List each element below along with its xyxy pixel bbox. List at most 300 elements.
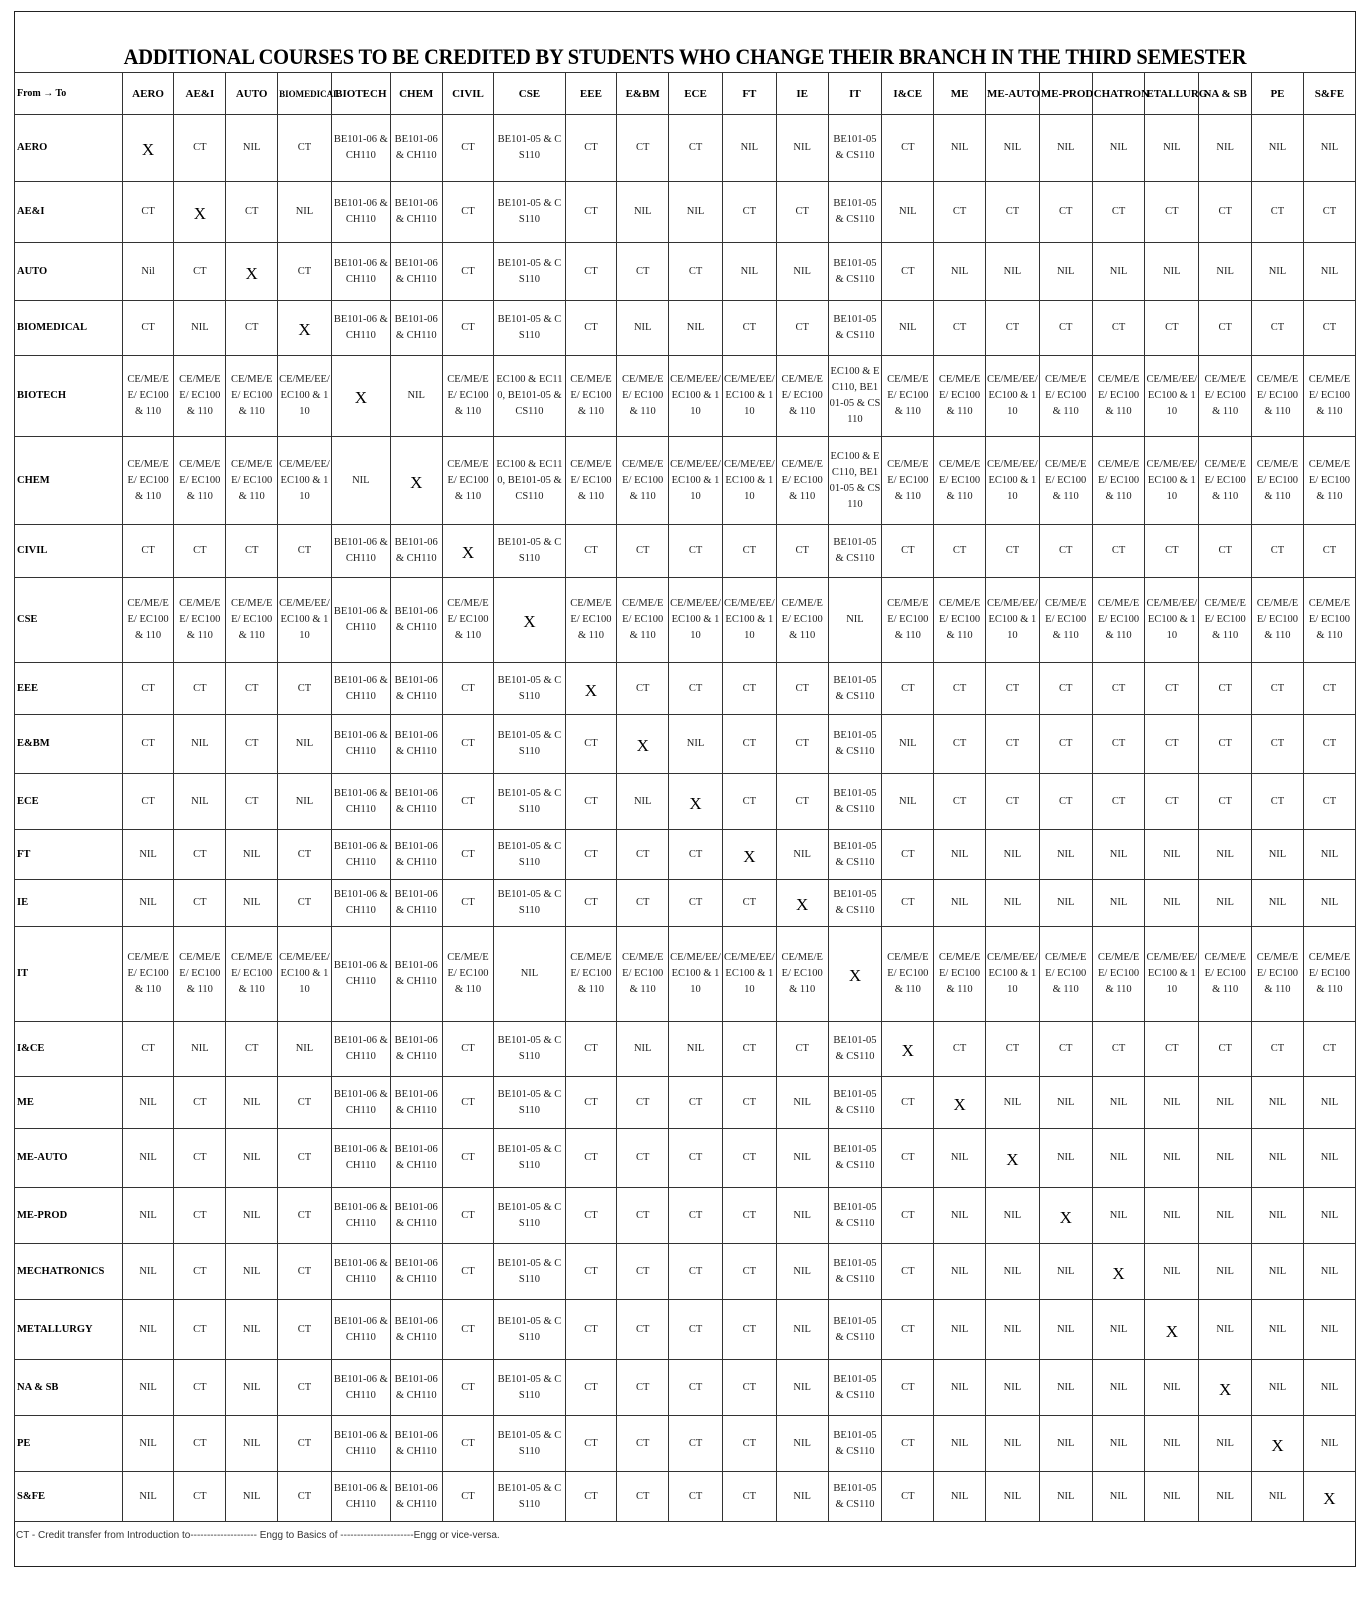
table-cell: BE101-05 & CS110 bbox=[494, 715, 565, 774]
table-cell: NIL bbox=[226, 880, 278, 927]
table-cell: CE/ME/EE/ EC100 & 110 bbox=[226, 927, 278, 1022]
table-cell: CE/ME/EE/ EC100 & 110 bbox=[669, 927, 723, 1022]
table-cell: NIL bbox=[1039, 1360, 1092, 1416]
table-cell: CT bbox=[442, 880, 494, 927]
same-branch-mark: X bbox=[565, 663, 617, 715]
table-cell: CT bbox=[442, 1416, 494, 1472]
table-cell: CT bbox=[722, 1077, 776, 1129]
table-cell: CT bbox=[565, 1244, 617, 1300]
table-cell: CE/ME/EE/ EC100 & 110 bbox=[617, 437, 669, 525]
table-cell: CT bbox=[174, 1416, 226, 1472]
table-cell: CT bbox=[985, 301, 1039, 356]
row-label: METALLURGY bbox=[15, 1300, 123, 1360]
table-cell: CT bbox=[617, 1472, 669, 1522]
table-cell: BE101-06 & CH110 bbox=[390, 578, 442, 663]
table-row bbox=[15, 1077, 1356, 1129]
table-cell: NIL bbox=[985, 1244, 1039, 1300]
table-cell: CT bbox=[669, 1129, 723, 1188]
table-cell: CT bbox=[442, 715, 494, 774]
table-cell: CT bbox=[174, 1472, 226, 1522]
table-cell: EC100 & EC110, BE101-05 & CS110 bbox=[828, 437, 882, 525]
table-cell: CT bbox=[669, 1188, 723, 1244]
table-cell: CT bbox=[1145, 663, 1199, 715]
table-cell: CE/ME/EE/ EC100 & 110 bbox=[985, 927, 1039, 1022]
table-cell: CE/ME/EE/ EC100 & 110 bbox=[985, 356, 1039, 437]
table-cell: BE101-06 & CH110 bbox=[331, 1244, 390, 1300]
table-cell: BE101-06 & CH110 bbox=[331, 1188, 390, 1244]
table-cell: BE101-06 & CH110 bbox=[390, 774, 442, 830]
table-cell: CT bbox=[565, 1300, 617, 1360]
column-header: ME-PROD bbox=[1039, 73, 1092, 115]
table-cell: CT bbox=[1199, 301, 1252, 356]
table-cell: NIL bbox=[1092, 1129, 1145, 1188]
table-cell: NIL bbox=[1145, 115, 1199, 182]
table-cell: CT bbox=[1303, 774, 1355, 830]
table-cell: CT bbox=[882, 1129, 934, 1188]
table-cell: CT bbox=[1303, 715, 1355, 774]
table-cell: CT bbox=[565, 182, 617, 243]
table-cell: BE101-06 & CH110 bbox=[390, 1244, 442, 1300]
column-header: S&FE bbox=[1303, 73, 1355, 115]
table-cell: NIL bbox=[278, 774, 332, 830]
table-cell: NIL bbox=[669, 301, 723, 356]
same-branch-mark: X bbox=[776, 880, 828, 927]
table-cell: BE101-05 & CS110 bbox=[828, 1472, 882, 1522]
column-header: E&BM bbox=[617, 73, 669, 115]
table-cell: BE101-06 & CH110 bbox=[331, 663, 390, 715]
table-cell: NIL bbox=[1145, 1472, 1199, 1522]
table-cell: CT bbox=[565, 1360, 617, 1416]
table-cell: CT bbox=[882, 1244, 934, 1300]
table-cell: CT bbox=[722, 1360, 776, 1416]
row-label: ECE bbox=[15, 774, 123, 830]
table-cell: CT bbox=[278, 1244, 332, 1300]
table-cell: NIL bbox=[1092, 830, 1145, 880]
table-cell: BE101-05 & CS110 bbox=[828, 243, 882, 301]
table-cell: CT bbox=[882, 115, 934, 182]
same-branch-mark: X bbox=[1039, 1188, 1092, 1244]
row-label: FT bbox=[15, 830, 123, 880]
table-cell: CT bbox=[776, 525, 828, 578]
table-cell: CT bbox=[776, 1022, 828, 1077]
table-cell: BE101-06 & CH110 bbox=[331, 578, 390, 663]
table-cell: NIL bbox=[122, 880, 174, 927]
row-label: AERO bbox=[15, 115, 123, 182]
table-cell: CE/ME/EE/ EC100 & 110 bbox=[174, 578, 226, 663]
table-cell: CT bbox=[1199, 525, 1252, 578]
table-cell: CE/ME/EE/ EC100 & 110 bbox=[174, 437, 226, 525]
table-cell: NIL bbox=[122, 1244, 174, 1300]
table-cell: NIL bbox=[122, 1472, 174, 1522]
table-cell: NIL bbox=[1199, 115, 1252, 182]
table-cell: NIL bbox=[882, 774, 934, 830]
column-header: ECE bbox=[669, 73, 723, 115]
table-cell: CT bbox=[985, 715, 1039, 774]
table-cell: CT bbox=[226, 182, 278, 243]
table-cell: CE/ME/EE/ EC100 & 110 bbox=[882, 927, 934, 1022]
table-cell: CT bbox=[1252, 301, 1304, 356]
table-cell: CT bbox=[442, 182, 494, 243]
table-cell: CE/ME/EE/ EC100 & 110 bbox=[776, 578, 828, 663]
table-cell: CE/ME/EE/ EC100 & 110 bbox=[1092, 927, 1145, 1022]
table-cell: BE101-05 & CS110 bbox=[828, 715, 882, 774]
table-cell: CT bbox=[565, 1188, 617, 1244]
table-cell: CT bbox=[122, 663, 174, 715]
table-cell: CT bbox=[1092, 663, 1145, 715]
table-cell: CT bbox=[565, 1472, 617, 1522]
table-cell: CT bbox=[226, 525, 278, 578]
table-cell: NIL bbox=[1199, 1129, 1252, 1188]
table-row bbox=[15, 1472, 1356, 1522]
table-cell: NIL bbox=[776, 115, 828, 182]
table-cell: BE101-05 & CS110 bbox=[494, 243, 565, 301]
table-cell: NIL bbox=[882, 182, 934, 243]
table-cell: CT bbox=[617, 1360, 669, 1416]
table-cell: CT bbox=[882, 525, 934, 578]
table-cell: NIL bbox=[226, 1472, 278, 1522]
table-cell: CE/ME/EE/ EC100 & 110 bbox=[1199, 927, 1252, 1022]
table-cell: CT bbox=[882, 663, 934, 715]
table-cell: CE/ME/EE/ EC100 & 110 bbox=[722, 578, 776, 663]
table-cell: CT bbox=[669, 115, 723, 182]
row-label: PE bbox=[15, 1416, 123, 1472]
table-cell: NIL bbox=[1199, 1244, 1252, 1300]
same-branch-mark: X bbox=[985, 1129, 1039, 1188]
table-cell: CT bbox=[1199, 182, 1252, 243]
table-cell: NIL bbox=[1303, 880, 1355, 927]
table-cell: CE/ME/EE/ EC100 & 110 bbox=[776, 927, 828, 1022]
table-cell: NIL bbox=[1199, 880, 1252, 927]
table-cell: NIL bbox=[494, 927, 565, 1022]
table-row bbox=[15, 1300, 1356, 1360]
table-cell: CE/ME/EE/ EC100 & 110 bbox=[1145, 927, 1199, 1022]
table-cell: NIL bbox=[985, 830, 1039, 880]
column-header: NA & SB bbox=[1199, 73, 1252, 115]
table-cell: CT bbox=[934, 715, 986, 774]
table-cell: BE101-05 & CS110 bbox=[828, 1300, 882, 1360]
table-cell: BE101-06 & CH110 bbox=[390, 1300, 442, 1360]
table-cell: NIL bbox=[1199, 1300, 1252, 1360]
table-cell: NIL bbox=[1145, 1077, 1199, 1129]
table-cell: CT bbox=[174, 243, 226, 301]
table-body bbox=[15, 115, 1356, 1522]
table-cell: BE101-05 & CS110 bbox=[828, 1416, 882, 1472]
table-cell: CT bbox=[174, 1077, 226, 1129]
table-cell: BE101-06 & CH110 bbox=[390, 1077, 442, 1129]
table-cell: NIL bbox=[1252, 243, 1304, 301]
same-branch-mark: X bbox=[390, 437, 442, 525]
table-cell: NIL bbox=[1199, 1077, 1252, 1129]
table-cell: NIL bbox=[331, 437, 390, 525]
table-cell: CE/ME/EE/ EC100 & 110 bbox=[174, 356, 226, 437]
table-cell: CE/ME/EE/ EC100 & 110 bbox=[1303, 437, 1355, 525]
footnote: CT - Credit transfer from Introduction to-------------------- Engg to Basics of ----------------------Engg or vice-versa. bbox=[16, 1530, 500, 1541]
table-cell: BE101-06 & CH110 bbox=[331, 830, 390, 880]
table-row bbox=[15, 437, 1356, 525]
table-cell: CT bbox=[1039, 525, 1092, 578]
table-cell: NIL bbox=[776, 830, 828, 880]
table-cell: CT bbox=[617, 1300, 669, 1360]
table-row bbox=[15, 663, 1356, 715]
table-cell: NIL bbox=[278, 715, 332, 774]
table-cell: CT bbox=[985, 525, 1039, 578]
table-cell: CT bbox=[278, 880, 332, 927]
table-cell: CT bbox=[1303, 1022, 1355, 1077]
table-cell: NIL bbox=[226, 1077, 278, 1129]
table-cell: NIL bbox=[1303, 1416, 1355, 1472]
table-cell: BE101-05 & CS110 bbox=[828, 301, 882, 356]
table-cell: CT bbox=[442, 1129, 494, 1188]
table-cell: NIL bbox=[985, 1188, 1039, 1244]
table-row bbox=[15, 880, 1356, 927]
table-cell: CT bbox=[776, 663, 828, 715]
table-cell: CT bbox=[278, 243, 332, 301]
table-cell: BE101-05 & CS110 bbox=[494, 830, 565, 880]
table-cell: CT bbox=[442, 663, 494, 715]
table-cell: CE/ME/EE/ EC100 & 110 bbox=[934, 356, 986, 437]
column-header: ME-AUTO bbox=[985, 73, 1039, 115]
table-row bbox=[15, 301, 1356, 356]
table-cell: CT bbox=[122, 774, 174, 830]
table-cell: CT bbox=[669, 1360, 723, 1416]
table-cell: CE/ME/EE/ EC100 & 110 bbox=[669, 578, 723, 663]
table-cell: NIL bbox=[122, 830, 174, 880]
table-cell: CT bbox=[565, 301, 617, 356]
table-cell: NIL bbox=[1303, 830, 1355, 880]
table-cell: CE/ME/EE/ EC100 & 110 bbox=[226, 437, 278, 525]
table-cell: NIL bbox=[1252, 1472, 1304, 1522]
column-header: AERO bbox=[122, 73, 174, 115]
table-cell: NIL bbox=[776, 1300, 828, 1360]
table-row bbox=[15, 182, 1356, 243]
table-cell: NIL bbox=[1199, 1472, 1252, 1522]
table-cell: CT bbox=[617, 1077, 669, 1129]
table-cell: CT bbox=[1145, 525, 1199, 578]
table-cell: CE/ME/EE/ EC100 & 110 bbox=[122, 437, 174, 525]
table-cell: NIL bbox=[1252, 1188, 1304, 1244]
table-cell: CT bbox=[565, 1416, 617, 1472]
table-cell: NIL bbox=[122, 1300, 174, 1360]
table-cell: EC100 & EC110, BE101-05 & CS110 bbox=[494, 356, 565, 437]
table-cell: NIL bbox=[934, 243, 986, 301]
table-cell: NIL bbox=[934, 115, 986, 182]
table-cell: CT bbox=[722, 1129, 776, 1188]
table-cell: CT bbox=[442, 1188, 494, 1244]
table-cell: BE101-06 & CH110 bbox=[331, 715, 390, 774]
table-cell: CT bbox=[122, 715, 174, 774]
table-cell: CT bbox=[1252, 774, 1304, 830]
table-row bbox=[15, 774, 1356, 830]
table-cell: BE101-06 & CH110 bbox=[331, 115, 390, 182]
table-cell: BE101-06 & CH110 bbox=[331, 525, 390, 578]
table-cell: CE/ME/EE/ EC100 & 110 bbox=[1199, 578, 1252, 663]
table-cell: NIL bbox=[1303, 1188, 1355, 1244]
table-cell: NIL bbox=[934, 830, 986, 880]
table-cell: NIL bbox=[776, 1416, 828, 1472]
corner-label: From → To bbox=[15, 73, 123, 115]
same-branch-mark: X bbox=[828, 927, 882, 1022]
table-cell: NIL bbox=[669, 715, 723, 774]
table-cell: CE/ME/EE/ EC100 & 110 bbox=[442, 578, 494, 663]
column-header: CSE bbox=[494, 73, 565, 115]
table-cell: BE101-06 & CH110 bbox=[390, 525, 442, 578]
table-cell: CT bbox=[122, 301, 174, 356]
table-cell: CT bbox=[934, 663, 986, 715]
table-cell: NIL bbox=[828, 578, 882, 663]
table-cell: CT bbox=[669, 1077, 723, 1129]
table-cell: BE101-06 & CH110 bbox=[390, 1188, 442, 1244]
column-header: AE&I bbox=[174, 73, 226, 115]
table-cell: CE/ME/EE/ EC100 & 110 bbox=[122, 927, 174, 1022]
table-cell: CT bbox=[1039, 301, 1092, 356]
table-row bbox=[15, 1244, 1356, 1300]
same-branch-mark: X bbox=[494, 578, 565, 663]
table-cell: CT bbox=[278, 1188, 332, 1244]
table-cell: CE/ME/EE/ EC100 & 110 bbox=[278, 927, 332, 1022]
table-cell: CT bbox=[985, 774, 1039, 830]
table-cell: NIL bbox=[1303, 1077, 1355, 1129]
table-row bbox=[15, 525, 1356, 578]
table-cell: CT bbox=[174, 525, 226, 578]
table-cell: CT bbox=[442, 115, 494, 182]
table-cell: CT bbox=[278, 663, 332, 715]
table-cell: CE/ME/EE/ EC100 & 110 bbox=[722, 356, 776, 437]
table-cell: CE/ME/EE/ EC100 & 110 bbox=[1039, 927, 1092, 1022]
table-cell: BE101-06 & CH110 bbox=[390, 1129, 442, 1188]
table-cell: CT bbox=[669, 830, 723, 880]
row-label: ME-PROD bbox=[15, 1188, 123, 1244]
table-cell: BE101-06 & CH110 bbox=[390, 1360, 442, 1416]
table-row bbox=[15, 1188, 1356, 1244]
table-cell: CT bbox=[882, 1416, 934, 1472]
table-cell: CT bbox=[565, 880, 617, 927]
row-label: BIOTECH bbox=[15, 356, 123, 437]
table-cell: CT bbox=[1092, 301, 1145, 356]
row-label: CSE bbox=[15, 578, 123, 663]
table-cell: BE101-06 & CH110 bbox=[331, 182, 390, 243]
table-cell: BE101-05 & CS110 bbox=[494, 1300, 565, 1360]
table-cell: NIL bbox=[617, 1022, 669, 1077]
table-cell: BE101-05 & CS110 bbox=[828, 115, 882, 182]
same-branch-mark: X bbox=[882, 1022, 934, 1077]
table-cell: NIL bbox=[1039, 1129, 1092, 1188]
table-cell: CT bbox=[617, 1188, 669, 1244]
table-cell: CT bbox=[1145, 774, 1199, 830]
table-cell: BE101-05 & CS110 bbox=[494, 1022, 565, 1077]
table-cell: BE101-05 & CS110 bbox=[494, 525, 565, 578]
table-cell: NIL bbox=[985, 1300, 1039, 1360]
table-cell: CE/ME/EE/ EC100 & 110 bbox=[1039, 437, 1092, 525]
table-cell: NIL bbox=[226, 1416, 278, 1472]
column-header: ME bbox=[934, 73, 986, 115]
table-cell: CE/ME/EE/ EC100 & 110 bbox=[617, 927, 669, 1022]
table-cell: NIL bbox=[722, 243, 776, 301]
table-cell: CE/ME/EE/ EC100 & 110 bbox=[122, 578, 174, 663]
same-branch-mark: X bbox=[174, 182, 226, 243]
table-cell: NIL bbox=[1199, 1188, 1252, 1244]
table-cell: Nil bbox=[122, 243, 174, 301]
row-label: BIOMEDICAL bbox=[15, 301, 123, 356]
table-cell: BE101-05 & CS110 bbox=[828, 663, 882, 715]
row-label: ME-AUTO bbox=[15, 1129, 123, 1188]
table-cell: NIL bbox=[122, 1077, 174, 1129]
table-cell: CT bbox=[1145, 182, 1199, 243]
table-cell: CT bbox=[122, 1022, 174, 1077]
table-cell: NIL bbox=[934, 1129, 986, 1188]
table-cell: NIL bbox=[1039, 1416, 1092, 1472]
table-cell: CT bbox=[226, 663, 278, 715]
table-cell: CT bbox=[174, 1360, 226, 1416]
row-label: E&BM bbox=[15, 715, 123, 774]
table-cell: CT bbox=[722, 525, 776, 578]
table-cell: CE/ME/EE/ EC100 & 110 bbox=[934, 578, 986, 663]
table-cell: BE101-06 & CH110 bbox=[390, 880, 442, 927]
table-cell: CT bbox=[174, 1244, 226, 1300]
table-cell: BE101-06 & CH110 bbox=[331, 880, 390, 927]
table-cell: CT bbox=[1252, 1022, 1304, 1077]
table-cell: CT bbox=[565, 115, 617, 182]
column-header: CHATRON bbox=[1092, 73, 1145, 115]
table-cell: CT bbox=[442, 1360, 494, 1416]
table-cell: CT bbox=[985, 663, 1039, 715]
table-cell: BE101-06 & CH110 bbox=[331, 1360, 390, 1416]
table-cell: BE101-06 & CH110 bbox=[390, 927, 442, 1022]
table-cell: CT bbox=[1092, 182, 1145, 243]
table-cell: NIL bbox=[1145, 1129, 1199, 1188]
table-cell: CT bbox=[442, 1244, 494, 1300]
table-cell: CT bbox=[278, 830, 332, 880]
table-cell: CE/ME/EE/ EC100 & 110 bbox=[1092, 356, 1145, 437]
table-cell: NIL bbox=[1145, 830, 1199, 880]
table-cell: CT bbox=[1199, 663, 1252, 715]
table-cell: BE101-06 & CH110 bbox=[331, 243, 390, 301]
table-cell: CT bbox=[278, 115, 332, 182]
table-cell: NIL bbox=[1303, 1360, 1355, 1416]
table-row bbox=[15, 830, 1356, 880]
table-cell: CE/ME/EE/ EC100 & 110 bbox=[1252, 578, 1304, 663]
table-cell: CE/ME/EE/ EC100 & 110 bbox=[278, 437, 332, 525]
table-cell: NIL bbox=[776, 1360, 828, 1416]
table-cell: CT bbox=[882, 1360, 934, 1416]
same-branch-mark: X bbox=[331, 356, 390, 437]
table-cell: BE101-05 & CS110 bbox=[494, 1129, 565, 1188]
table-cell: NIL bbox=[882, 301, 934, 356]
column-header: BIOTECH bbox=[331, 73, 390, 115]
table-cell: CT bbox=[722, 1416, 776, 1472]
table-cell: CT bbox=[722, 1300, 776, 1360]
table-cell: BE101-06 & CH110 bbox=[390, 715, 442, 774]
table-cell: CE/ME/EE/ EC100 & 110 bbox=[882, 578, 934, 663]
table-cell: BE101-06 & CH110 bbox=[390, 1022, 442, 1077]
table-cell: NIL bbox=[174, 1022, 226, 1077]
table-cell: CE/ME/EE/ EC100 & 110 bbox=[442, 927, 494, 1022]
header-row bbox=[15, 73, 1356, 115]
table-cell: NIL bbox=[1039, 1300, 1092, 1360]
table-cell: CT bbox=[934, 182, 986, 243]
table-cell: CT bbox=[669, 525, 723, 578]
table-cell: CE/ME/EE/ EC100 & 110 bbox=[278, 578, 332, 663]
table-cell: BE101-05 & CS110 bbox=[828, 1129, 882, 1188]
table-cell: CT bbox=[174, 663, 226, 715]
table-cell: CT bbox=[174, 1188, 226, 1244]
table-cell: NIL bbox=[1092, 1188, 1145, 1244]
row-label: NA & SB bbox=[15, 1360, 123, 1416]
table-cell: CE/ME/EE/ EC100 & 110 bbox=[1199, 437, 1252, 525]
table-cell: CT bbox=[617, 1416, 669, 1472]
table-cell: NIL bbox=[1145, 1188, 1199, 1244]
table-cell: NIL bbox=[122, 1416, 174, 1472]
table-cell: BE101-06 & CH110 bbox=[390, 243, 442, 301]
